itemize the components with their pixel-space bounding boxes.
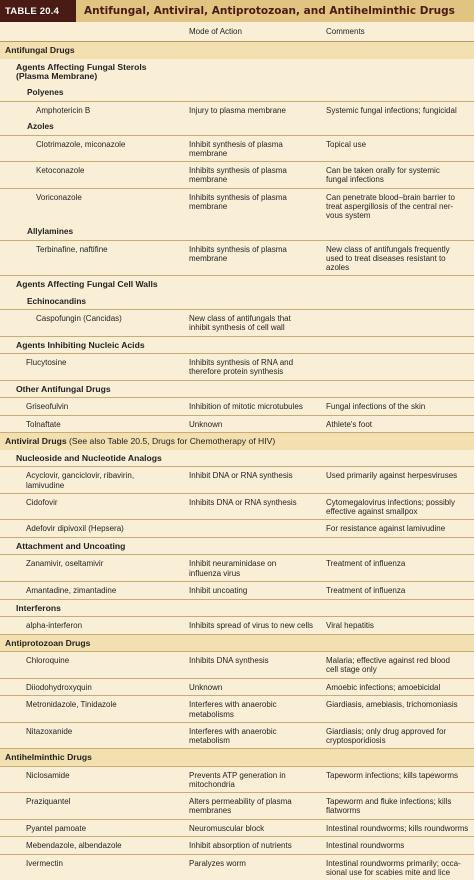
drug-row <box>0 651 474 677</box>
mode-of-action: Inhibits synthesis of plasma membrane <box>189 244 287 263</box>
table-title: Antifungal, Antiviral, Antiprotozoan, and Antihelminthic Drugs <box>84 5 455 17</box>
subcategory-row <box>0 275 474 293</box>
subcategory-title: Allylamines <box>27 226 74 237</box>
comment: New class of antifungals frequently used to treat diseases resistant to azoles <box>326 244 450 273</box>
drug-name: Terbinafine, naftifine <box>36 244 108 254</box>
comment: Treatment of influenza <box>326 559 406 569</box>
mode-of-action: New class of antifungals that inhibit synthesis of cell wall <box>189 314 291 333</box>
subcategory-row <box>0 59 474 84</box>
comment: Tapeworm and fluke infections; kills flatworms <box>326 797 452 816</box>
mode-of-action: Unknown <box>189 419 223 429</box>
category-title: Antiprotozoan Drugs <box>5 637 91 648</box>
subcategory-row <box>0 293 474 310</box>
comment: Malaria; effective against red blood cell stage only <box>326 656 450 675</box>
table-header <box>0 0 474 22</box>
drug-name: Amantadine, zimantadine <box>26 585 117 595</box>
drug-row <box>0 240 474 275</box>
drug-row <box>0 678 474 696</box>
subcategory-row <box>0 380 474 398</box>
mode-of-action: Prevents ATP generation in mitochondria <box>189 770 286 790</box>
mode-of-action: Inhibits DNA synthesis <box>189 656 269 666</box>
comment: Used primarily against herpesviruses <box>326 471 458 481</box>
drug-row <box>0 581 474 599</box>
mode-of-action: Inhibit synthesis of plasma membrane <box>189 139 283 159</box>
column-header-mode-of-action: Mode of Action <box>189 27 242 36</box>
mode-of-action: Inhibit neuraminidase on influenza virus <box>189 559 277 578</box>
drug-row <box>0 854 474 880</box>
subcategory-title: Agents Inhibiting Nucleic Acids <box>16 339 145 350</box>
drug-name: Acyclovir, ganciclovir, ribavirin, lamivudine <box>26 471 135 490</box>
subcategory-title: Nucleoside and Nucleotide Analogs <box>16 452 162 463</box>
category-title: Antiviral Drugs (See also Table 20.5, Drugs for Chemotherapy of HIV) <box>5 436 276 447</box>
category-title: Antifungal Drugs <box>5 45 75 55</box>
drug-name: Ketoconazole <box>36 166 85 176</box>
subcategory-title: Echinocandins <box>27 295 87 306</box>
drug-row <box>0 554 474 580</box>
drug-row <box>0 309 474 335</box>
comment: Systemic fungal infections; fungicidal <box>326 105 457 115</box>
mode-of-action: Interferes with anaerobic metabolism <box>189 726 277 745</box>
comment: Intestinal roundworms; kills roundworms <box>326 823 469 833</box>
table-label: TABLE 20.4 <box>0 0 76 22</box>
drug-name: Griseofulvin <box>26 402 69 412</box>
mode-of-action: Neuromuscular block <box>189 823 265 833</box>
mode-of-action: Inhibits spread of virus to new cells <box>189 621 314 631</box>
mode-of-action: Inhibition of mitotic microtubules <box>189 402 303 412</box>
mode-of-action: Inhibits synthesis of plasma membrane <box>189 166 287 185</box>
drug-row <box>0 616 474 634</box>
subcategory-title: Agents Affecting Fungal Cell Walls <box>16 278 158 289</box>
drug-name: Zanamivir, oseltamivir <box>26 559 104 569</box>
drug-name: Amphotericin B <box>36 105 91 115</box>
comment: Amoebic infections; amoebicidal <box>326 682 441 692</box>
drug-name: Pyantel pamoate <box>26 823 87 833</box>
drug-name: Adefovir dipivoxil (Hepsera) <box>26 524 124 534</box>
drug-row <box>0 722 474 748</box>
drug-name: alpha-interferon <box>26 621 83 631</box>
mode-of-action: Inhibits synthesis of plasma membrane <box>189 192 287 211</box>
subcategory-row <box>0 450 474 467</box>
drug-row <box>0 519 474 537</box>
comment: Giardiasis, amebiasis, trichomoniasis <box>326 700 458 710</box>
mode-of-action: Inhibit uncoating <box>189 585 248 595</box>
drug-row <box>0 695 474 721</box>
category-row <box>0 42 474 59</box>
category-row <box>0 432 474 450</box>
comment: Intestinal roundworms <box>326 841 405 851</box>
drug-row <box>0 836 474 854</box>
comment: Athlete's foot <box>326 419 372 429</box>
drug-row <box>0 466 474 492</box>
category-title: Antihelminthic Drugs <box>5 752 92 763</box>
drug-name: Flucytosine <box>26 358 67 368</box>
comment: Giardiasis; only drug approved for cryptosporidiosis <box>326 726 447 745</box>
comment: Can be taken orally for systemic fungal infections <box>326 166 440 185</box>
comment: Topical use <box>326 139 367 149</box>
subcategory-title: Polyenes <box>27 87 64 98</box>
subcategory-row <box>0 599 474 617</box>
subcategory-row <box>0 336 474 354</box>
drug-row <box>0 397 474 415</box>
comment: Can penetrate blood–brain barrier to treat aspergillosis of the central ner- vous system <box>326 192 455 221</box>
mode-of-action: Unknown <box>189 682 223 692</box>
drug-name: Niclosamide <box>26 770 70 780</box>
drug-name: Mebendazole, albendazole <box>26 841 122 851</box>
mode-of-action: Alters permeability of plasma membranes <box>189 797 292 816</box>
drug-name: Tolnaftate <box>26 419 61 429</box>
drug-row <box>0 188 474 223</box>
column-header-comments: Comments <box>326 27 365 36</box>
drug-row <box>0 353 474 379</box>
mode-of-action: Inhibits synthesis of RNA and therefore protein synthesis <box>189 358 294 377</box>
mode-of-action: Interferes with anaerobic metabolisms <box>189 700 277 719</box>
category-row <box>0 634 474 652</box>
comment: For resistance against lamivudine <box>326 524 446 534</box>
drug-row <box>0 792 474 818</box>
drug-name: Caspofungin (Cancidas) <box>36 314 122 324</box>
mode-of-action: Inhibit absorption of nutrients <box>189 841 292 851</box>
mode-of-action: Inhibit DNA or RNA synthesis <box>189 471 293 481</box>
drug-name: Diiodohydroxyquin <box>26 682 92 692</box>
drug-name: Cidofovir <box>26 497 58 507</box>
subcategory-title: Agents Affecting Fungal Sterols (Plasma Membrane) <box>16 61 147 81</box>
mode-of-action: Injury to plasma membrane <box>189 105 286 115</box>
mode-of-action: Inhibits DNA or RNA synthesis <box>189 497 297 507</box>
drug-name: Chloroquine <box>26 656 70 666</box>
subcategory-row <box>0 537 474 555</box>
column-headers <box>0 22 474 42</box>
mode-of-action: Paralyzes worm <box>189 858 246 868</box>
comment: Tapeworm infections; kills tapeworms <box>326 770 459 780</box>
subcategory-title: Interferons <box>16 602 61 613</box>
comment: Viral hepatitis <box>326 621 374 631</box>
category-row <box>0 748 474 766</box>
drug-name: Clotrimazole, miconazole <box>36 139 126 149</box>
subcategory-title: Azoles <box>27 121 54 132</box>
comment: Fungal infections of the skin <box>326 402 426 412</box>
drug-row <box>0 766 474 792</box>
drug-name: Voriconazole <box>36 192 82 202</box>
subcategory-title: Attachment and Uncoating <box>16 540 126 551</box>
drug-name: Praziquantel <box>26 797 71 807</box>
drug-row <box>0 415 474 433</box>
subcategory-row <box>0 223 474 240</box>
drug-row <box>0 135 474 161</box>
drug-row <box>0 101 474 119</box>
drug-row <box>0 161 474 187</box>
subcategory-title: Other Antifungal Drugs <box>16 383 111 394</box>
drug-name: Ivermectin <box>26 858 63 868</box>
comment: Intestinal roundworms primarily; occa- sional use for scabies mite and lice <box>326 858 461 878</box>
subcategory-row <box>0 84 474 101</box>
drug-row <box>0 819 474 837</box>
drug-name: Metronidazole, Tinidazole <box>26 700 117 710</box>
comment: Treatment of influenza <box>326 585 406 595</box>
category-note: (See also Table 20.5, Drugs for Chemotherapy of HIV) <box>66 436 276 447</box>
drug-name: Nitazoxanide <box>26 726 73 736</box>
table-body <box>0 42 474 880</box>
drug-row <box>0 493 474 519</box>
comment: Cytomegalovirus infections; possibly effective against smallpox <box>326 497 455 517</box>
subcategory-row <box>0 118 474 135</box>
